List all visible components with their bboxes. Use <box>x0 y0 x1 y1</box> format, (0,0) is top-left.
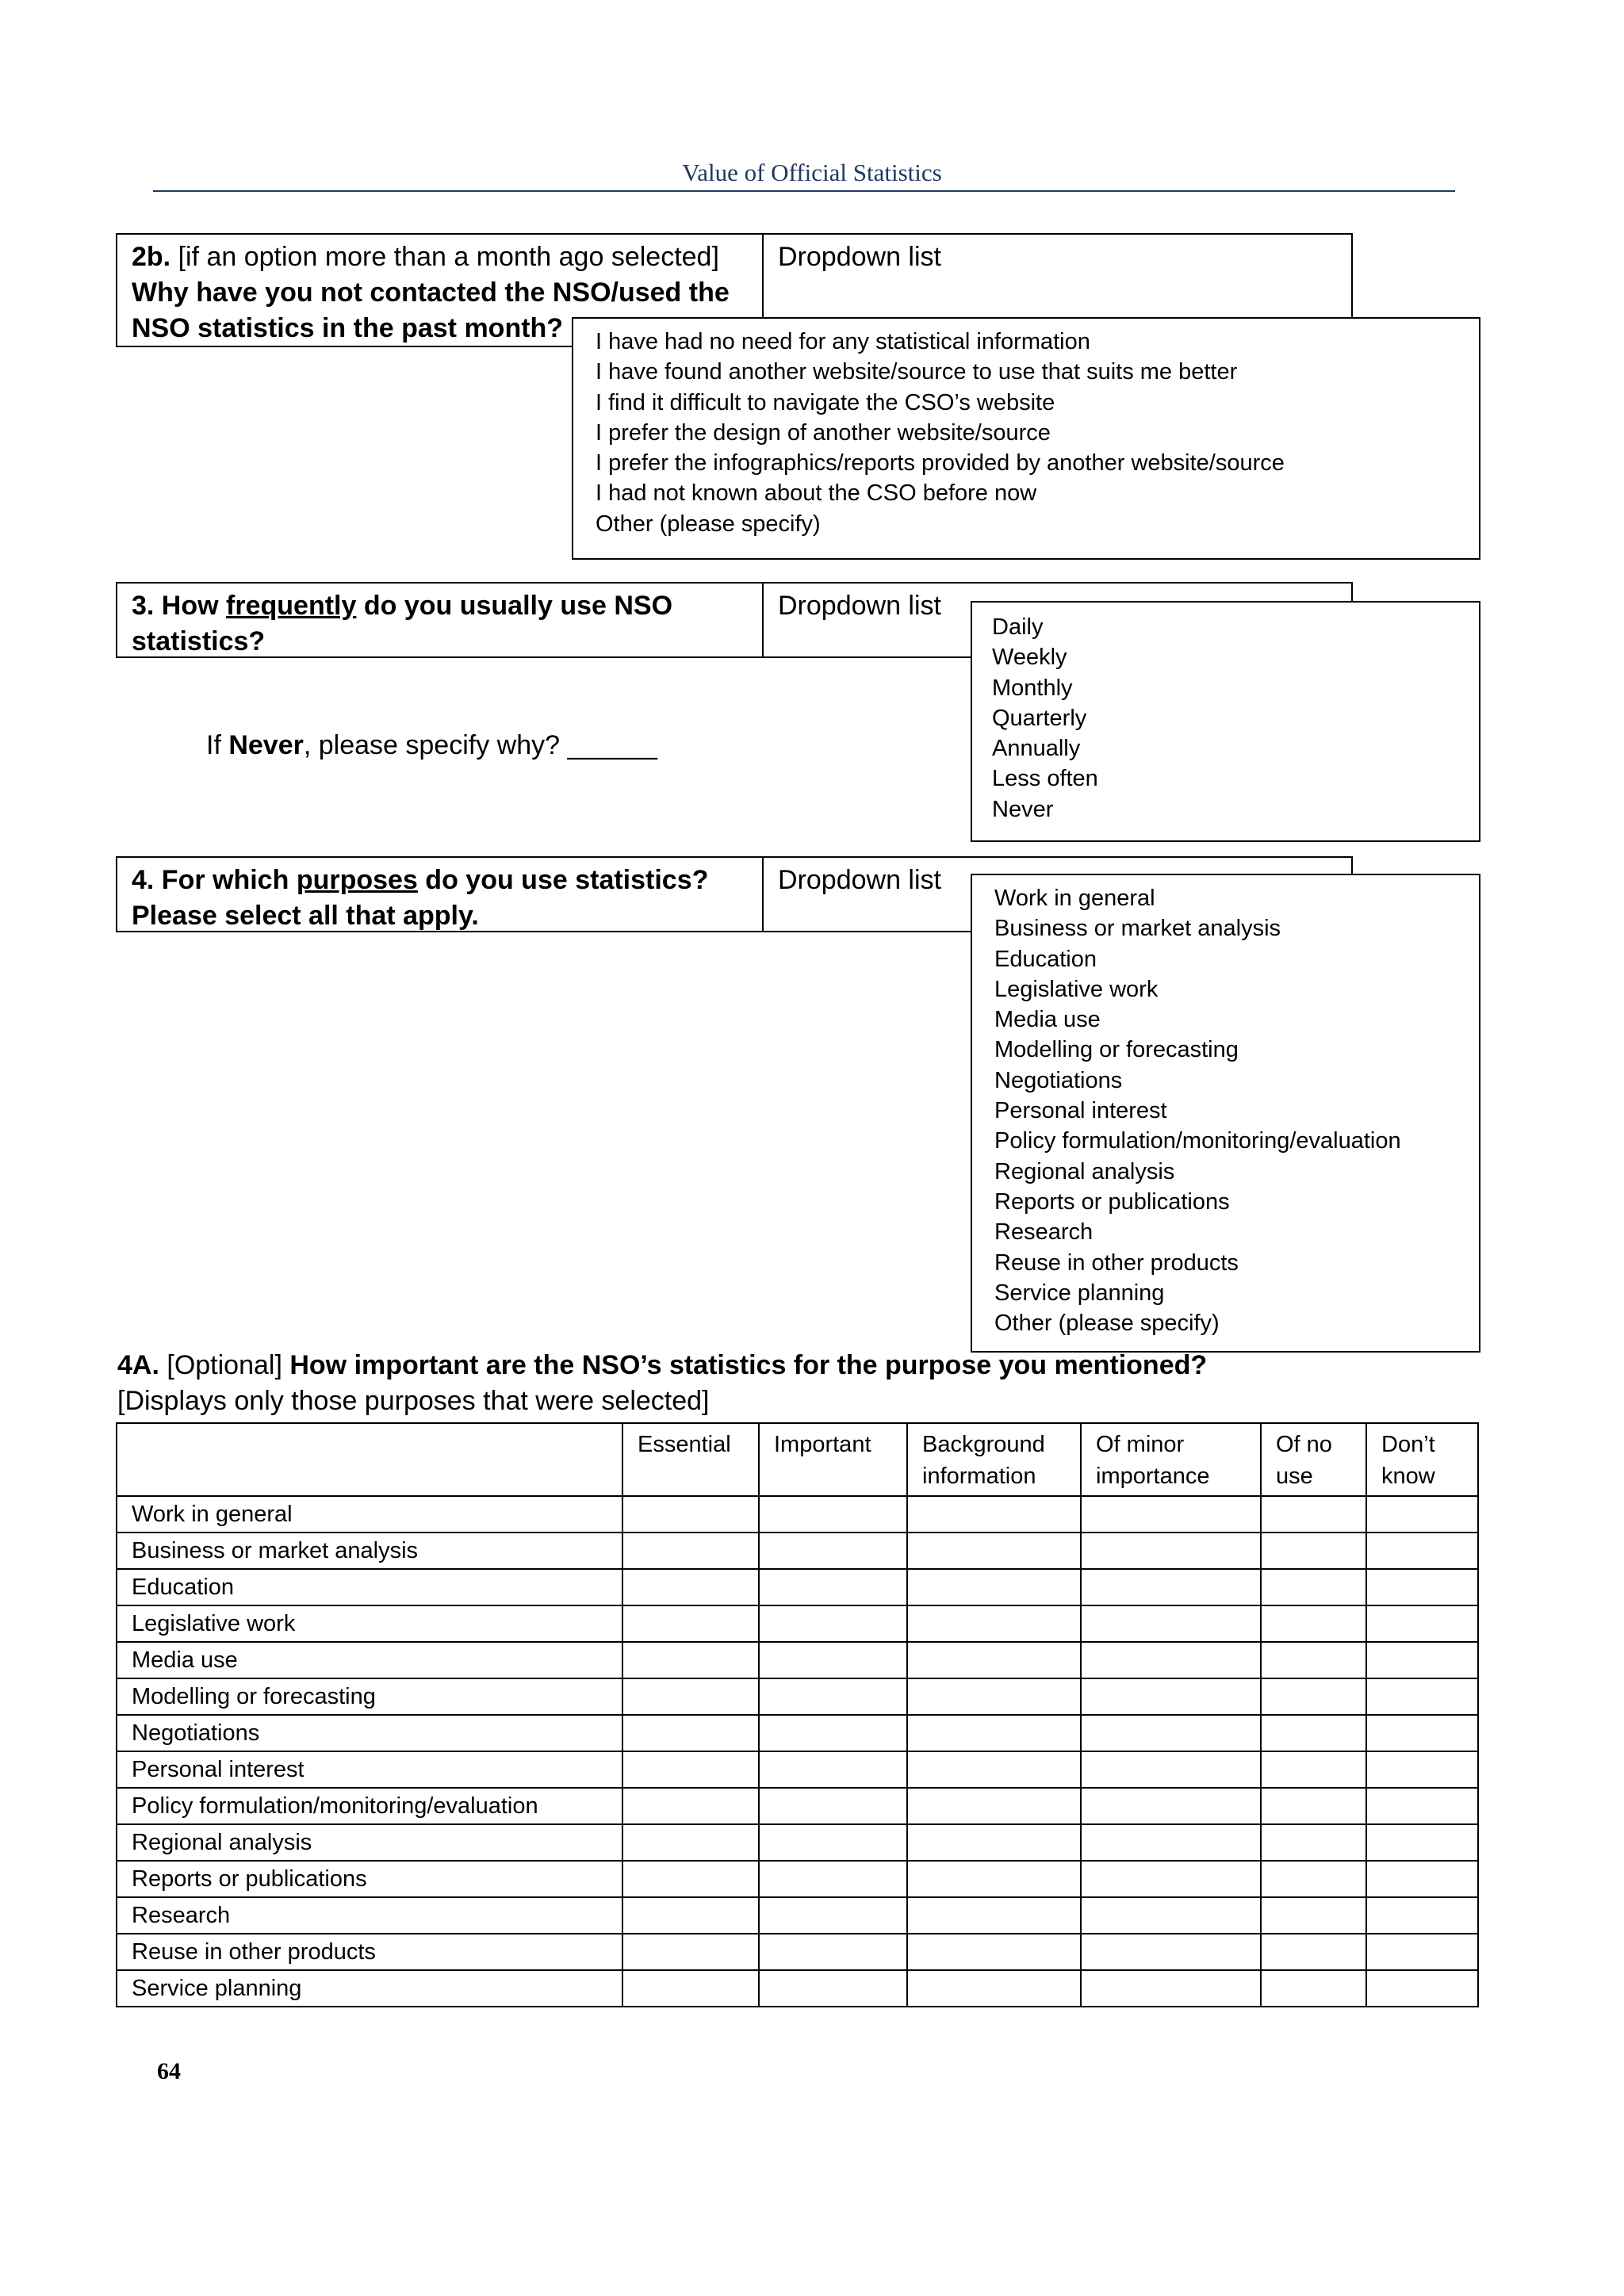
question-3-suffix: do you usually use NSO statistics? <box>132 591 673 656</box>
rating-cell[interactable] <box>907 1970 1081 2007</box>
rating-cell[interactable] <box>1081 1861 1261 1897</box>
rating-cell[interactable] <box>1261 1533 1366 1569</box>
question-2b-option[interactable]: I have found another website/source to use that suits me better <box>596 359 1238 385</box>
rating-cell[interactable] <box>907 1533 1081 1569</box>
rating-cell[interactable] <box>1261 1642 1366 1678</box>
rating-cell[interactable] <box>759 1897 907 1934</box>
table-row <box>117 1897 1478 1934</box>
question-2b-dropdown[interactable] <box>762 233 1353 319</box>
question-3-option[interactable]: Less often <box>992 766 1098 792</box>
rating-cell[interactable] <box>1261 1897 1366 1934</box>
question-3-option[interactable]: Never <box>992 796 1054 822</box>
question-4-option[interactable]: Media use <box>994 1007 1101 1033</box>
row-label: Modelling or forecasting <box>117 1678 622 1715</box>
table-row <box>117 1496 1478 1533</box>
table-row <box>117 1678 1478 1715</box>
question-2b-option[interactable]: I prefer the infographics/reports provided by another website/source <box>596 450 1285 476</box>
question-2b-option[interactable]: Other (please specify) <box>596 511 821 537</box>
followup-bold: Never <box>228 730 304 760</box>
followup-suffix: , please specify why? ______ <box>303 730 657 760</box>
question-2b-number: 2b. <box>132 242 171 272</box>
question-3-option[interactable]: Monthly <box>992 675 1073 701</box>
row-label: Service planning <box>117 1970 622 2007</box>
rating-cell[interactable] <box>759 1496 907 1533</box>
rating-cell[interactable] <box>622 1934 759 1970</box>
rating-cell[interactable] <box>907 1934 1081 1970</box>
rating-cell[interactable] <box>622 1788 759 1824</box>
rating-cell[interactable] <box>1081 1533 1261 1569</box>
column-header-line: information <box>922 1464 1036 1489</box>
row-label: Reports or publications <box>117 1861 622 1897</box>
rating-cell[interactable] <box>907 1897 1081 1934</box>
rating-cell[interactable] <box>1261 1715 1366 1751</box>
row-label: Business or market analysis <box>117 1533 622 1569</box>
rating-cell[interactable] <box>759 1605 907 1642</box>
grid-column-header <box>759 1423 907 1496</box>
rating-cell[interactable] <box>1366 1533 1478 1569</box>
rating-cell[interactable] <box>1366 1934 1478 1970</box>
rating-cell[interactable] <box>1081 1897 1261 1934</box>
question-4-option[interactable]: Legislative work <box>994 976 1159 1002</box>
rating-cell[interactable] <box>622 1605 759 1642</box>
rating-cell[interactable] <box>759 1715 907 1751</box>
question-4-option[interactable]: Education <box>994 946 1097 972</box>
grid-header-row <box>117 1423 1478 1496</box>
question-3-option[interactable]: Daily <box>992 614 1044 640</box>
grid-corner-cell <box>117 1423 622 1496</box>
rating-cell[interactable] <box>622 1751 759 1788</box>
column-header-line: Important <box>774 1432 871 1457</box>
column-header-line: importance <box>1096 1464 1210 1489</box>
question-3-prefix: 3. How <box>132 591 227 621</box>
rating-cell[interactable] <box>1366 1861 1478 1897</box>
row-label: Personal interest <box>117 1751 622 1788</box>
question-2b-options-list[interactable] <box>572 317 1480 560</box>
rating-cell[interactable] <box>622 1569 759 1605</box>
table-row <box>117 1642 1478 1678</box>
rating-cell[interactable] <box>759 1970 907 2007</box>
rating-cell[interactable] <box>1081 1569 1261 1605</box>
rating-cell[interactable] <box>1081 1824 1261 1861</box>
table-row <box>117 1715 1478 1751</box>
rating-cell[interactable] <box>1081 1605 1261 1642</box>
followup-prefix: If <box>206 730 229 760</box>
rating-cell[interactable] <box>622 1970 759 2007</box>
rating-cell[interactable] <box>759 1861 907 1897</box>
rating-cell[interactable] <box>622 1897 759 1934</box>
rating-cell[interactable] <box>907 1824 1081 1861</box>
rating-cell[interactable] <box>1261 1970 1366 2007</box>
rating-cell[interactable] <box>1366 1824 1478 1861</box>
question-4-suffix: do you use statistics? Please select all that apply. <box>132 865 709 931</box>
grid-column-header <box>622 1423 759 1496</box>
rating-cell[interactable] <box>907 1569 1081 1605</box>
question-4-option[interactable]: Work in general <box>994 886 1155 911</box>
rating-cell[interactable] <box>1081 1751 1261 1788</box>
rating-cell[interactable] <box>907 1715 1081 1751</box>
rating-cell[interactable] <box>1366 1788 1478 1824</box>
question-4a-note: [Displays only those purposes that were selected] <box>117 1386 710 1416</box>
question-3-options-list[interactable] <box>971 601 1480 842</box>
question-4-options-list[interactable] <box>971 874 1480 1353</box>
dropdown-label: Dropdown list <box>778 865 941 895</box>
rating-cell[interactable] <box>1366 1605 1478 1642</box>
question-4a-heading <box>117 1348 1481 1419</box>
rating-cell[interactable] <box>1081 1715 1261 1751</box>
rating-cell[interactable] <box>622 1715 759 1751</box>
grid-column-header <box>907 1423 1081 1496</box>
question-2b-question: Why have you not contacted the NSO/used the NSO statistics in the past month? <box>132 277 730 343</box>
grid-column-header <box>1261 1423 1366 1496</box>
rating-cell[interactable] <box>1366 1642 1478 1678</box>
column-header-line: Background <box>922 1432 1045 1457</box>
question-4-box <box>116 856 764 932</box>
rating-cell[interactable] <box>622 1861 759 1897</box>
rating-cell[interactable] <box>1261 1788 1366 1824</box>
rating-cell[interactable] <box>907 1678 1081 1715</box>
row-label: Research <box>117 1897 622 1934</box>
row-label: Work in general <box>117 1496 622 1533</box>
rating-cell[interactable] <box>907 1496 1081 1533</box>
question-4-option[interactable]: Business or market analysis <box>994 916 1281 942</box>
question-4a-question: How important are the NSO’s statistics for the purpose you mentioned? <box>289 1350 1208 1380</box>
question-2b-option[interactable]: I have had no need for any statistical information <box>596 329 1090 354</box>
rating-cell[interactable] <box>1366 1715 1478 1751</box>
table-row <box>117 1533 1478 1569</box>
question-3-option[interactable]: Quarterly <box>992 705 1087 731</box>
page-header-title: Value of Official Statistics <box>682 159 942 186</box>
question-4-option[interactable]: Regional analysis <box>994 1158 1175 1184</box>
rating-cell[interactable] <box>1261 1678 1366 1715</box>
question-4-option[interactable]: Modelling or forecasting <box>994 1037 1239 1063</box>
table-row <box>117 1970 1478 2007</box>
rating-cell[interactable] <box>907 1861 1081 1897</box>
question-4-option[interactable]: Reuse in other products <box>994 1249 1239 1276</box>
column-header-line: Of minor <box>1096 1432 1185 1457</box>
rating-cell[interactable] <box>759 1751 907 1788</box>
table-row <box>117 1569 1478 1605</box>
row-label: Negotiations <box>117 1715 622 1751</box>
rating-cell[interactable] <box>1081 1934 1261 1970</box>
question-4-option[interactable]: Personal interest <box>994 1098 1167 1124</box>
question-3-underlined: frequently <box>226 591 357 621</box>
question-4-option[interactable]: Other (please specify) <box>994 1311 1220 1337</box>
question-2b-condition: [if an option more than a month ago selected] <box>178 242 719 272</box>
rating-cell[interactable] <box>907 1751 1081 1788</box>
rating-cell[interactable] <box>759 1533 907 1569</box>
rating-cell[interactable] <box>1261 1934 1366 1970</box>
row-label: Reuse in other products <box>117 1934 622 1970</box>
question-4-text <box>117 858 763 939</box>
rating-cell[interactable] <box>1261 1496 1366 1533</box>
question-4-option[interactable]: Research <box>994 1219 1094 1246</box>
column-header-line: use <box>1276 1464 1313 1489</box>
question-3-box <box>116 582 764 658</box>
question-4-option[interactable]: Service planning <box>994 1280 1165 1306</box>
rating-cell[interactable] <box>1261 1824 1366 1861</box>
table-row <box>117 1788 1478 1824</box>
table-row <box>117 1934 1478 1970</box>
question-2b-option[interactable]: I had not known about the CSO before now <box>596 480 1037 507</box>
column-header-line: Don’t <box>1381 1432 1435 1457</box>
rating-cell[interactable] <box>1261 1569 1366 1605</box>
rating-cell[interactable] <box>622 1496 759 1533</box>
question-4-underlined: purposes <box>296 865 418 895</box>
rating-cell[interactable] <box>759 1824 907 1861</box>
rating-cell[interactable] <box>622 1533 759 1569</box>
rating-cell[interactable] <box>759 1569 907 1605</box>
rating-cell[interactable] <box>1366 1678 1478 1715</box>
rating-cell[interactable] <box>1261 1751 1366 1788</box>
rating-cell[interactable] <box>1366 1569 1478 1605</box>
rating-cell[interactable] <box>622 1824 759 1861</box>
rating-cell[interactable] <box>1366 1751 1478 1788</box>
question-4-option[interactable]: Reports or publications <box>994 1188 1230 1215</box>
rating-cell[interactable] <box>1081 1496 1261 1533</box>
rating-cell[interactable] <box>622 1678 759 1715</box>
rating-cell[interactable] <box>907 1788 1081 1824</box>
question-2b-option[interactable]: I find it difficult to navigate the CSO’s website <box>596 389 1055 415</box>
rating-cell[interactable] <box>1081 1970 1261 2007</box>
header-rule <box>153 190 1455 192</box>
rating-cell[interactable] <box>1081 1788 1261 1824</box>
table-row <box>117 1861 1478 1897</box>
grid-column-header <box>1366 1423 1478 1496</box>
rating-cell[interactable] <box>622 1642 759 1678</box>
table-row <box>117 1824 1478 1861</box>
question-4-option[interactable]: Policy formulation/monitoring/evaluation <box>994 1128 1401 1154</box>
rating-cell[interactable] <box>1366 1970 1478 2007</box>
page-number: 64 <box>157 2058 181 2084</box>
question-2b-option[interactable]: I prefer the design of another website/source <box>596 419 1051 446</box>
question-3-option[interactable]: Annually <box>992 736 1081 762</box>
dropdown-label: Dropdown list <box>778 242 941 272</box>
question-4a-number: 4A. <box>117 1350 159 1380</box>
rating-cell[interactable] <box>1366 1496 1478 1533</box>
rating-cell[interactable] <box>759 1678 907 1715</box>
rating-cell[interactable] <box>759 1934 907 1970</box>
importance-grid <box>116 1422 1479 2007</box>
rating-cell[interactable] <box>1261 1605 1366 1642</box>
row-label: Media use <box>117 1642 622 1678</box>
question-4-option[interactable]: Negotiations <box>994 1067 1123 1093</box>
rating-cell[interactable] <box>907 1605 1081 1642</box>
rating-cell[interactable] <box>1081 1642 1261 1678</box>
rating-cell[interactable] <box>759 1642 907 1678</box>
rating-cell[interactable] <box>1366 1897 1478 1934</box>
row-label: Legislative work <box>117 1605 622 1642</box>
table-row <box>117 1605 1478 1642</box>
column-header-line: know <box>1381 1464 1435 1489</box>
question-3-option[interactable]: Weekly <box>992 645 1067 671</box>
question-4a-optional: [Optional] <box>167 1350 282 1380</box>
rating-cell[interactable] <box>907 1642 1081 1678</box>
grid-column-header <box>1081 1423 1261 1496</box>
row-label: Education <box>117 1569 622 1605</box>
rating-cell[interactable] <box>759 1788 907 1824</box>
rating-cell[interactable] <box>1261 1861 1366 1897</box>
table-row <box>117 1751 1478 1788</box>
rating-cell[interactable] <box>1081 1678 1261 1715</box>
question-4-prefix: 4. For which <box>132 865 297 895</box>
dropdown-label: Dropdown list <box>778 591 941 621</box>
question-3-text <box>117 584 763 664</box>
row-label: Policy formulation/monitoring/evaluation <box>117 1788 622 1824</box>
column-header-line: Of no <box>1276 1432 1332 1457</box>
row-label: Regional analysis <box>117 1824 622 1861</box>
question-3-followup <box>206 728 657 763</box>
column-header-line: Essential <box>638 1432 731 1457</box>
